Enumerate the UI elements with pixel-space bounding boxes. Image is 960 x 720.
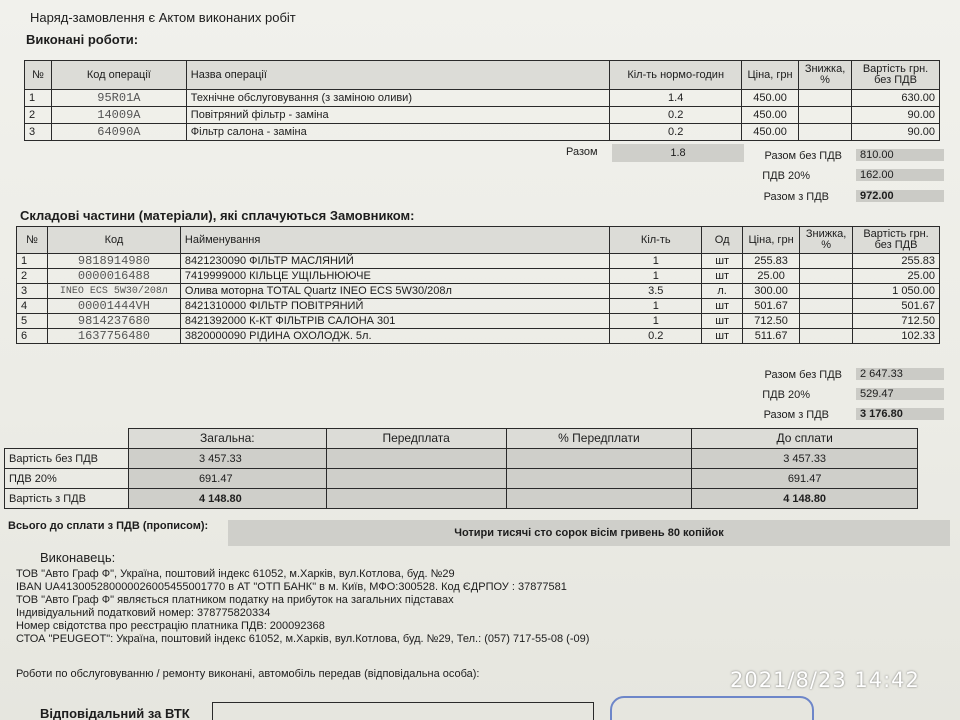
row-number: 2 bbox=[25, 107, 52, 124]
summary-pct bbox=[506, 489, 692, 509]
summary-corner bbox=[5, 429, 129, 449]
executor-title: Виконавець: bbox=[40, 550, 116, 565]
part-code: 9818914980 bbox=[47, 254, 180, 269]
table-row bbox=[17, 269, 940, 284]
document-title: Наряд-замовлення є Актом виконаних робіт bbox=[30, 10, 296, 25]
op-code: 95R01A bbox=[51, 90, 186, 107]
op-discount bbox=[799, 124, 852, 141]
executor-line: ТОВ "Авто Граф Ф", Україна, поштовий індекс 61052, м.Харків, вул.Котлова, буд. №29 bbox=[16, 568, 455, 580]
summary-due: 3 457.33 bbox=[692, 449, 918, 469]
parts-vat-label: ПДВ 20% bbox=[762, 389, 810, 401]
op-code: 64090A bbox=[51, 124, 186, 141]
summary-pct bbox=[506, 449, 692, 469]
part-sum: 712.50 bbox=[853, 314, 940, 329]
op-price: 450.00 bbox=[742, 90, 799, 107]
table-row bbox=[17, 329, 940, 344]
summary-pct bbox=[506, 469, 692, 489]
col-hours: Кіл-ть нормо-годин bbox=[610, 61, 742, 90]
part-discount bbox=[800, 284, 853, 299]
row-number: 1 bbox=[25, 90, 52, 107]
op-price: 450.00 bbox=[742, 124, 799, 141]
op-sum: 90.00 bbox=[852, 107, 940, 124]
part-sum: 25.00 bbox=[853, 269, 940, 284]
responsible-label: Відповідальний за ВТК bbox=[40, 706, 190, 720]
col-code: Код bbox=[47, 227, 180, 254]
part-name: 7419999000 КІЛЬЦЕ УЩІЛЬНЮЮЧЕ bbox=[180, 269, 609, 284]
executor-line: Номер свідотства про реєстрацію платника ПДВ: 200092368 bbox=[16, 620, 325, 632]
part-unit: шт bbox=[702, 314, 743, 329]
col-prepay: Передплата bbox=[326, 429, 506, 449]
summary-row-label: ПДВ 20% bbox=[5, 469, 129, 489]
row-number: 6 bbox=[17, 329, 48, 344]
part-code: INEO ECS 5W30/208л bbox=[47, 284, 180, 299]
part-name: 8421392000 К-КТ ФІЛЬТРІВ САЛОНА 301 bbox=[180, 314, 609, 329]
summary-header-row bbox=[5, 429, 918, 449]
row-number: 1 bbox=[17, 254, 48, 269]
col-sum: Вартість грн. без ПДВ bbox=[852, 61, 940, 90]
works-sum-no-vat-label: Разом без ПДВ bbox=[764, 150, 842, 162]
op-sum: 630.00 bbox=[852, 90, 940, 107]
part-qty: 0.2 bbox=[610, 329, 702, 344]
col-number: № bbox=[17, 227, 48, 254]
table-row bbox=[17, 314, 940, 329]
part-qty: 3.5 bbox=[610, 284, 702, 299]
parts-section-title: Складові частини (матеріали), які сплачуються Замовником: bbox=[20, 208, 415, 223]
row-number: 5 bbox=[17, 314, 48, 329]
op-name: Фільтр салона - заміна bbox=[186, 124, 610, 141]
table-row bbox=[17, 299, 940, 314]
table-row bbox=[5, 469, 918, 489]
part-qty: 1 bbox=[610, 254, 702, 269]
part-unit: шт bbox=[702, 254, 743, 269]
works-total-label: Разом bbox=[566, 146, 598, 158]
part-code: 9814237680 bbox=[47, 314, 180, 329]
op-sum: 90.00 bbox=[852, 124, 940, 141]
in-words-value: Чотири тисячі сто сорок вісім гривень 80 копійок bbox=[228, 520, 950, 546]
part-sum: 102.33 bbox=[853, 329, 940, 344]
col-total: Загальна: bbox=[128, 429, 326, 449]
part-code: 0000016488 bbox=[47, 269, 180, 284]
summary-row-label: Вартість без ПДВ bbox=[5, 449, 129, 469]
part-qty: 1 bbox=[610, 299, 702, 314]
part-price: 300.00 bbox=[743, 284, 800, 299]
part-price: 712.50 bbox=[743, 314, 800, 329]
parts-sum-vat: 3 176.80 bbox=[856, 408, 944, 420]
part-price: 501.67 bbox=[743, 299, 800, 314]
executor-info bbox=[16, 568, 589, 646]
handover-text: Роботи по обслуговуванню / ремонту виконані, автомобіль передав (відповідальна особа): bbox=[16, 668, 480, 680]
col-name: Найменування bbox=[180, 227, 609, 254]
table-row bbox=[5, 449, 918, 469]
col-number: № bbox=[25, 61, 52, 90]
op-code: 14009A bbox=[51, 107, 186, 124]
part-sum: 501.67 bbox=[853, 299, 940, 314]
part-unit: л. bbox=[702, 284, 743, 299]
part-sum: 255.83 bbox=[853, 254, 940, 269]
summary-row-label: Вартість з ПДВ bbox=[5, 489, 129, 509]
part-qty: 1 bbox=[610, 314, 702, 329]
table-row bbox=[25, 107, 940, 124]
summary-total: 3 457.33 bbox=[128, 449, 326, 469]
table-row bbox=[17, 254, 940, 269]
parts-sum-no-vat: 2 647.33 bbox=[856, 368, 944, 380]
works-vat: 162.00 bbox=[856, 169, 944, 181]
parts-vat: 529.47 bbox=[856, 388, 944, 400]
parts-sum-no-vat-label: Разом без ПДВ bbox=[764, 369, 842, 381]
op-name: Технічне обслуговування (з заміною оливи) bbox=[186, 90, 610, 107]
col-price: Ціна, грн bbox=[743, 227, 800, 254]
parts-sum-vat-label: Разом з ПДВ bbox=[763, 409, 829, 421]
op-discount bbox=[799, 90, 852, 107]
summary-due: 4 148.80 bbox=[692, 489, 918, 509]
part-unit: шт bbox=[702, 329, 743, 344]
part-price: 511.67 bbox=[743, 329, 800, 344]
photo-timestamp: 2021/8/23 14:42 bbox=[730, 668, 920, 692]
executor-line: IBAN UA413005280000026005455001770 в АТ "ОТП БАНК" в м. Київ, МФО:300528. Код ЄДРПОУ : 37877581 bbox=[16, 581, 567, 593]
part-discount bbox=[800, 269, 853, 284]
col-op-code: Код операції bbox=[51, 61, 186, 90]
part-name: 3820000090 РІДИНА ОХОЛОДЖ. 5л. bbox=[180, 329, 609, 344]
works-sum-vat-label: Разом з ПДВ bbox=[763, 191, 829, 203]
part-price: 255.83 bbox=[743, 254, 800, 269]
works-sum-vat: 972.00 bbox=[856, 190, 944, 202]
table-row bbox=[17, 284, 940, 299]
executor-line: ТОВ "Авто Граф Ф" являється платником податку на прибуток на загальних підставах bbox=[16, 594, 454, 606]
summary-prepay bbox=[326, 489, 506, 509]
part-code: 1637756480 bbox=[47, 329, 180, 344]
signature-box bbox=[212, 702, 594, 720]
summary-table bbox=[4, 428, 918, 509]
part-discount bbox=[800, 329, 853, 344]
col-unit: Од bbox=[702, 227, 743, 254]
col-discount: Знижка, % bbox=[799, 61, 852, 90]
executor-line: СТОА "PEUGEOT": Україна, поштовий індекс 61052, м.Харків, вул.Котлова, буд. №29, Тел.: (057) 717-55-08 (-09) bbox=[16, 633, 590, 645]
in-words-label: Всього до сплати з ПДВ (прописом): bbox=[8, 520, 209, 532]
works-table bbox=[24, 60, 940, 141]
col-sum: Вартість грн. без ПДВ bbox=[853, 227, 940, 254]
parts-header-row bbox=[17, 227, 940, 254]
op-hours: 0.2 bbox=[610, 124, 742, 141]
works-header-row bbox=[25, 61, 940, 90]
summary-total: 691.47 bbox=[128, 469, 326, 489]
part-qty: 1 bbox=[610, 269, 702, 284]
executor-line: Індивідуальний податковий номер: 378775820334 bbox=[16, 607, 271, 619]
row-number: 3 bbox=[25, 124, 52, 141]
works-vat-label: ПДВ 20% bbox=[762, 170, 810, 182]
col-due: До сплати bbox=[692, 429, 918, 449]
op-price: 450.00 bbox=[742, 107, 799, 124]
parts-table bbox=[16, 226, 940, 344]
works-sum-no-vat: 810.00 bbox=[856, 149, 944, 161]
op-discount bbox=[799, 107, 852, 124]
part-discount bbox=[800, 314, 853, 329]
table-row bbox=[25, 90, 940, 107]
op-hours: 0.2 bbox=[610, 107, 742, 124]
part-name: Олива моторна TOTAL Quartz INEO ECS 5W30/208л bbox=[180, 284, 609, 299]
table-row bbox=[5, 489, 918, 509]
part-unit: шт bbox=[702, 269, 743, 284]
part-name: 8421310000 ФІЛЬТР ПОВІТРЯНИЙ bbox=[180, 299, 609, 314]
col-price: Ціна, грн bbox=[742, 61, 799, 90]
table-row bbox=[25, 124, 940, 141]
col-op-name: Назва операції bbox=[186, 61, 610, 90]
part-unit: шт bbox=[702, 299, 743, 314]
row-number: 2 bbox=[17, 269, 48, 284]
part-name: 8421230090 ФІЛЬТР МАСЛЯНИЙ bbox=[180, 254, 609, 269]
part-price: 25.00 bbox=[743, 269, 800, 284]
part-discount bbox=[800, 299, 853, 314]
summary-total: 4 148.80 bbox=[128, 489, 326, 509]
op-hours: 1.4 bbox=[610, 90, 742, 107]
op-name: Повітряний фільтр - заміна bbox=[186, 107, 610, 124]
part-sum: 1 050.00 bbox=[853, 284, 940, 299]
part-discount bbox=[800, 254, 853, 269]
summary-prepay bbox=[326, 469, 506, 489]
col-qty: Кіл-ть bbox=[610, 227, 702, 254]
row-number: 4 bbox=[17, 299, 48, 314]
summary-due: 691.47 bbox=[692, 469, 918, 489]
part-code: 00001444VH bbox=[47, 299, 180, 314]
stamp-mark bbox=[610, 696, 814, 720]
col-discount: Знижка, % bbox=[800, 227, 853, 254]
works-section-title: Виконані роботи: bbox=[26, 32, 139, 47]
row-number: 3 bbox=[17, 284, 48, 299]
summary-prepay bbox=[326, 449, 506, 469]
col-prepay-pct: % Передплати bbox=[506, 429, 692, 449]
works-total-hours: 1.8 bbox=[612, 144, 744, 162]
